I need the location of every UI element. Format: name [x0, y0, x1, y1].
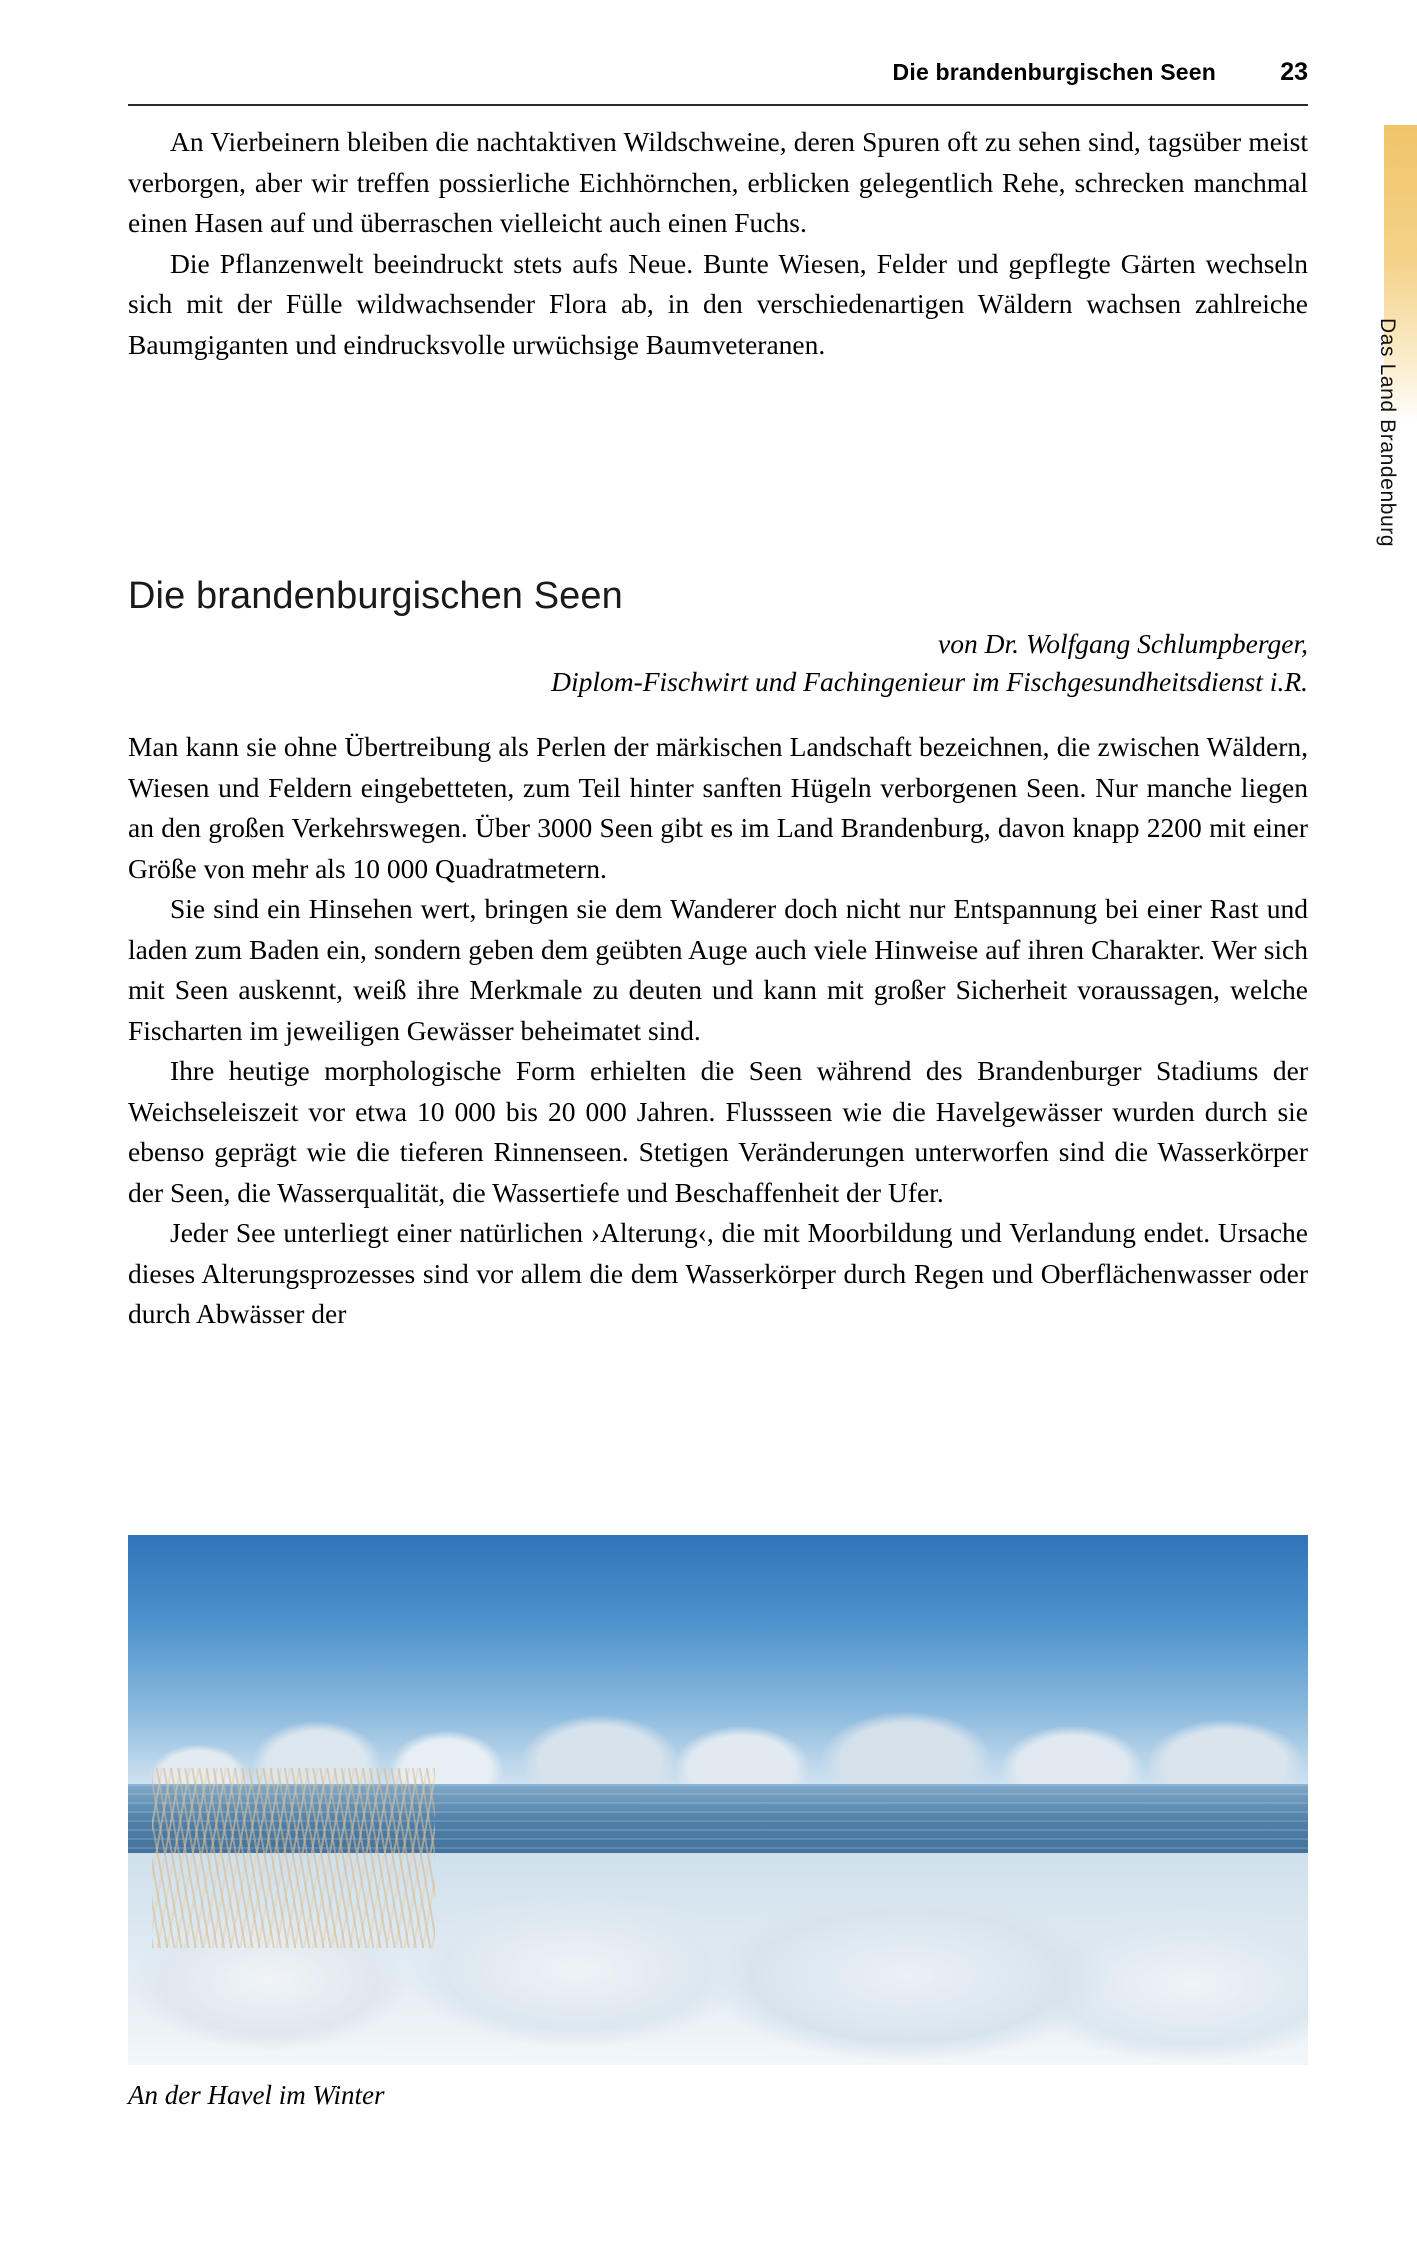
byline	[128, 625, 1308, 701]
running-head	[128, 58, 1308, 87]
intro-paragraph-1: An Vierbeinern bleiben die nachtaktiven Wildschweine, deren Spuren oft zu sehen sind, tagsüber meist verborgen, aber wir treffen possierliche Eichhörnchen, erblicken gelegentlich Rehe, schrecken manchmal einen Hasen auf und überraschen vielleicht auch einen Fuchs.	[128, 126, 1308, 238]
byline-line-1: von Dr. Wolfgang Schlumpberger,	[938, 628, 1308, 659]
intro-paragraph-2: Die Pflanzenwelt beeindruckt stets aufs Neue. Bunte Wiesen, Felder und gepflegte Gärten wechseln sich mit der Fülle wildwachsender Flora ab, in den verschiedenartigen Wäldern wachsen zahlreiche Baumgiganten und eindrucksvolle urwüchsige Baumveteranen.	[128, 247, 1308, 360]
body-paragraph-3: Ihre heutige morphologische Form erhielten die Seen während des Brandenburger Stadiums der Weichseleiszeit vor etwa 10 000 bis 20 000 Jahren. Flussseen wie die Havelgewässer wurden durch sie ebenso geprägt wie die tieferen Rinnenseen. Stetigen Veränderungen unterworfen sind die Wasserkörper der Seen, die Wasserqualität, die Wassertiefe und Beschaffenheit der Ufer.	[128, 1055, 1308, 1208]
body-paragraph-2: Sie sind ein Hinsehen wert, bringen sie dem Wanderer doch nicht nur Entspannung bei einer Rast und laden zum Baden ein, sondern geben dem geübten Auge auch viele Hinweise auf ihren Charakter. Wer sich mit Seen auskennt, weiß ihre Merkmale zu deuten und kann mit großer Sicherheit voraussagen, welche Fischarten im jeweiligen Gewässer beheimatet sind.	[128, 893, 1308, 1046]
header-rule	[128, 104, 1308, 106]
body-paragraph-1: Man kann sie ohne Übertreibung als Perlen der märkischen Landschaft bezeichnen, die zwischen Wäldern, Wiesen und Feldern eingebetteten, zum Teil hinter sanften Hügeln verborgenen Seen. Nur manche liegen an den großen Verkehrswegen. Über 3000 Seen gibt es im Land Brandenburg, davon knapp 2200 mit einer Größe von mehr als 10 000 Quadratmetern.	[128, 731, 1308, 884]
photo-reeds	[152, 1768, 435, 1948]
intro-text-block	[128, 122, 1308, 365]
figure-caption: An der Havel im Winter	[128, 2080, 385, 2110]
byline-line-2: Diplom-Fischwirt und Fachingenieur im Fischgesundheitsdienst i.R.	[551, 666, 1308, 697]
running-head-title: Die brandenburgischen Seen	[892, 59, 1216, 85]
body-paragraph-4: Jeder See unterliegt einer natürlichen ›Alterung‹, die mit Moorbildung und Verlandung endet. Ursache dieses Alterungsprozesses sind vor allem die dem Wasserkörper durch Regen und Oberflächenwasser oder durch Abwässer der	[128, 1217, 1308, 1329]
page-number: 23	[1280, 58, 1308, 86]
winter-landscape-photo	[128, 1535, 1308, 2065]
section-title: Die brandenburgischen Seen	[128, 575, 623, 617]
body-text-block	[128, 727, 1308, 1335]
chapter-thumb-label: Das Land Brandenburg	[1376, 318, 1399, 548]
